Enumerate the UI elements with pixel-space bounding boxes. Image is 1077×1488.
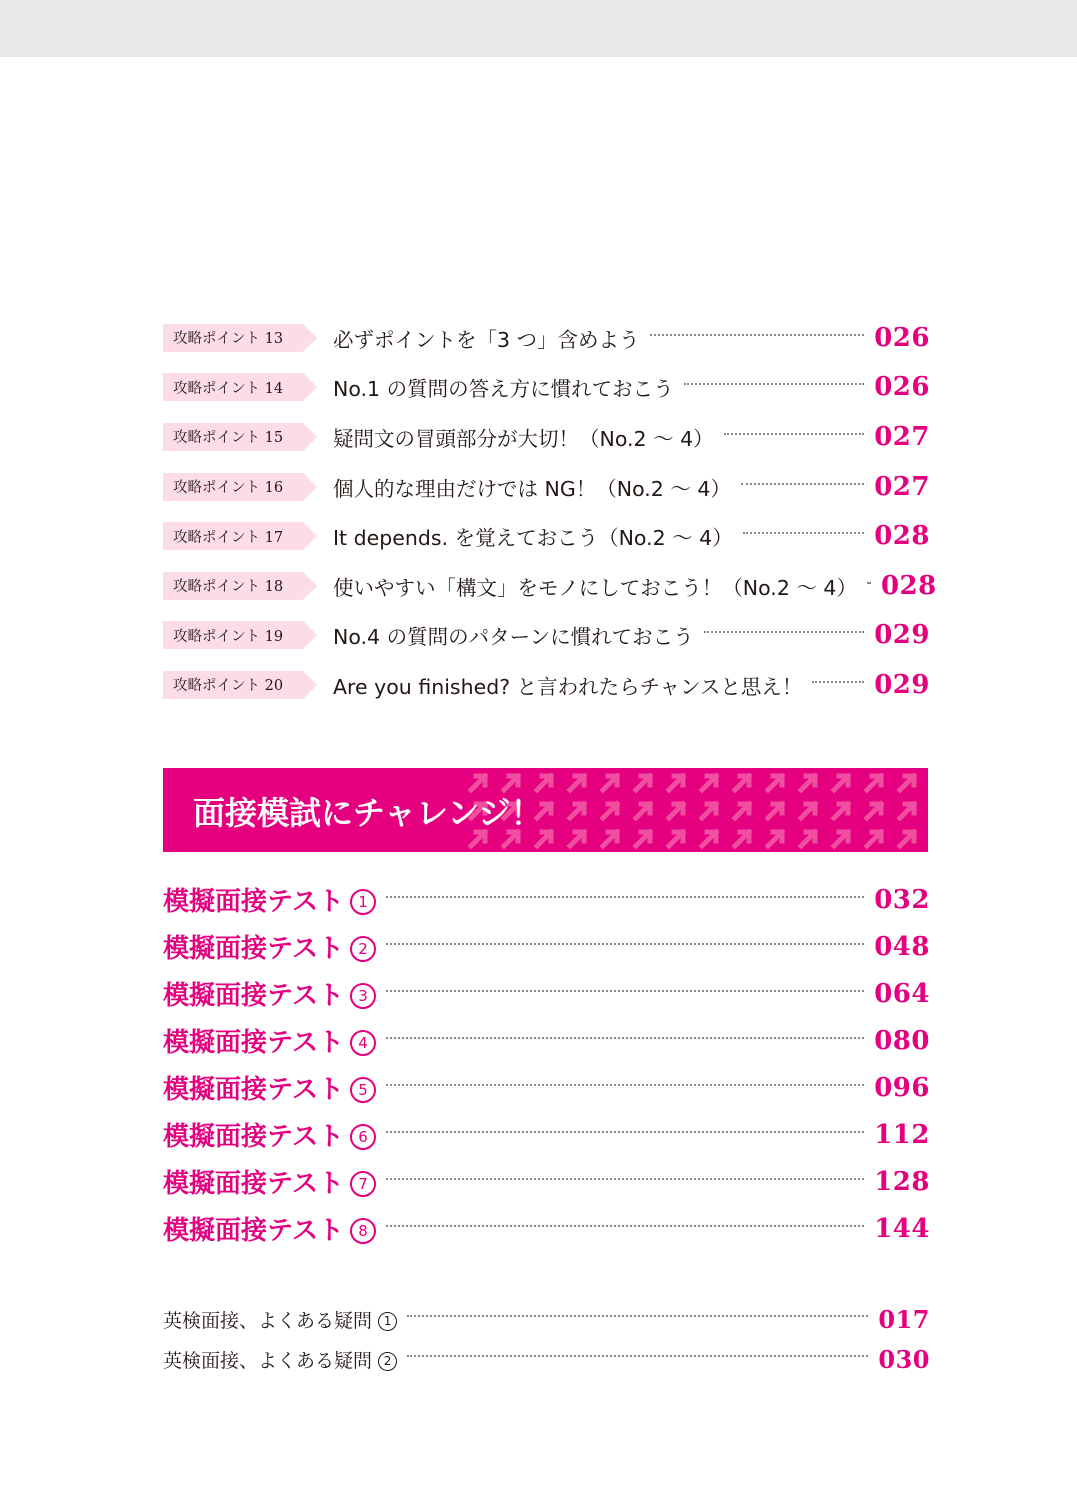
dot-leader	[386, 1178, 864, 1180]
page-number: 028	[874, 521, 930, 552]
entry-title: 必ずポイントを「3 つ」含めよう	[333, 327, 640, 352]
toc-entry[interactable]	[163, 660, 930, 710]
circled-number: 1	[378, 1312, 397, 1331]
entry-title: 模擬面接テスト 3	[163, 975, 376, 1012]
section-banner	[163, 768, 928, 852]
entry-title: 個人的な理由だけでは NG！（No.2 ～ 4）	[333, 476, 731, 501]
page-number: 112	[874, 1119, 930, 1150]
page-number: 032	[874, 884, 930, 915]
dot-leader	[386, 1037, 864, 1039]
dot-leader	[741, 483, 864, 485]
page-number: 026	[874, 322, 930, 353]
attack-points-list	[163, 313, 937, 710]
point-tag: 攻略ポイント 17	[163, 522, 303, 550]
entry-title: It depends. を覚えておこう（No.2 ～ 4）	[333, 526, 733, 551]
dot-leader	[704, 631, 865, 633]
dot-leader	[386, 943, 864, 945]
dot-leader	[386, 1131, 864, 1133]
toc-entry[interactable]	[163, 923, 930, 970]
entry-title: 模擬面接テスト 2	[163, 928, 376, 965]
page-number: 128	[874, 1166, 930, 1197]
dot-leader	[743, 532, 864, 534]
dot-leader	[867, 582, 871, 584]
entry-title: 模擬面接テスト 8	[163, 1210, 376, 1247]
point-tag: 攻略ポイント 20	[163, 671, 303, 699]
entry-title: 模擬面接テスト 6	[163, 1116, 376, 1153]
circled-number: 2	[378, 1352, 397, 1371]
page-number: 096	[874, 1072, 930, 1103]
page-number: 048	[874, 931, 930, 962]
entry-title: 模擬面接テスト 1	[163, 881, 376, 918]
toc-entry[interactable]	[163, 462, 930, 512]
page-number: 144	[874, 1213, 930, 1244]
page-number: 017	[878, 1304, 930, 1334]
entry-title: 英検面接、よくある疑問 2	[163, 1346, 397, 1373]
toc-entry[interactable]	[163, 363, 930, 413]
dot-leader	[386, 896, 864, 898]
point-tag: 攻略ポイント 18	[163, 572, 303, 600]
toc-entry[interactable]	[163, 1064, 930, 1111]
entry-title: 使いやすい「構文」をモノにしておこう！（No.2 ～ 4）	[333, 575, 857, 600]
page-number: 026	[874, 372, 930, 403]
circled-number: 5	[350, 1077, 376, 1103]
entry-title: No.1 の質問の答え方に慣れておこう	[333, 377, 674, 402]
toc-entry[interactable]	[163, 1339, 930, 1379]
dot-leader	[684, 383, 865, 385]
circled-number: 7	[350, 1171, 376, 1197]
toc-entry[interactable]	[163, 876, 930, 923]
toc-entry[interactable]	[163, 313, 930, 363]
dot-leader	[407, 1315, 868, 1317]
dot-leader	[407, 1355, 868, 1357]
top-band	[0, 0, 1077, 57]
toc-entry[interactable]	[163, 412, 930, 462]
entry-title: Are you finished? と言われたらチャンスと思え！	[333, 674, 803, 699]
page-number: 064	[874, 978, 930, 1009]
page-number: 027	[874, 471, 930, 502]
toc-entry[interactable]	[163, 611, 930, 661]
dot-leader	[812, 681, 864, 683]
page-number: 030	[878, 1344, 930, 1374]
entry-title: 模擬面接テスト 5	[163, 1069, 376, 1106]
dot-leader	[650, 334, 865, 336]
section-title: 面接模試にチャレンジ！	[193, 794, 543, 832]
entry-title: 英検面接、よくある疑問 1	[163, 1306, 397, 1333]
toc-entry[interactable]	[163, 561, 937, 611]
point-tag: 攻略ポイント 19	[163, 621, 303, 649]
page-number: 029	[874, 620, 930, 651]
circled-number: 6	[350, 1124, 376, 1150]
dot-leader	[724, 433, 865, 435]
entry-title: No.4 の質問のパターンに慣れておこう	[333, 625, 694, 650]
point-tag: 攻略ポイント 13	[163, 324, 303, 352]
toc-entry[interactable]	[163, 1299, 930, 1339]
circled-number: 1	[350, 889, 376, 915]
mock-tests-list	[163, 876, 930, 1252]
dot-leader	[386, 990, 864, 992]
point-tag: 攻略ポイント 14	[163, 373, 303, 401]
toc-entry[interactable]	[163, 1205, 930, 1252]
entry-title: 疑問文の冒頭部分が大切！（No.2 ～ 4）	[333, 426, 714, 451]
point-tag: 攻略ポイント 16	[163, 473, 303, 501]
faq-list	[163, 1299, 930, 1379]
dot-leader	[386, 1084, 864, 1086]
page-number: 027	[874, 421, 930, 452]
circled-number: 2	[350, 936, 376, 962]
dot-leader	[386, 1225, 864, 1227]
circled-number: 4	[350, 1030, 376, 1056]
page-number: 028	[880, 570, 937, 601]
page-number: 080	[874, 1025, 930, 1056]
entry-title: 模擬面接テスト 4	[163, 1022, 376, 1059]
toc-entry[interactable]	[163, 1111, 930, 1158]
toc-entry[interactable]	[163, 1158, 930, 1205]
toc-entry[interactable]	[163, 970, 930, 1017]
point-tag: 攻略ポイント 15	[163, 423, 303, 451]
toc-entry[interactable]	[163, 511, 930, 561]
circled-number: 8	[350, 1218, 376, 1244]
page-number: 029	[874, 669, 930, 700]
circled-number: 3	[350, 983, 376, 1009]
entry-title: 模擬面接テスト 7	[163, 1163, 376, 1200]
toc-entry[interactable]	[163, 1017, 930, 1064]
